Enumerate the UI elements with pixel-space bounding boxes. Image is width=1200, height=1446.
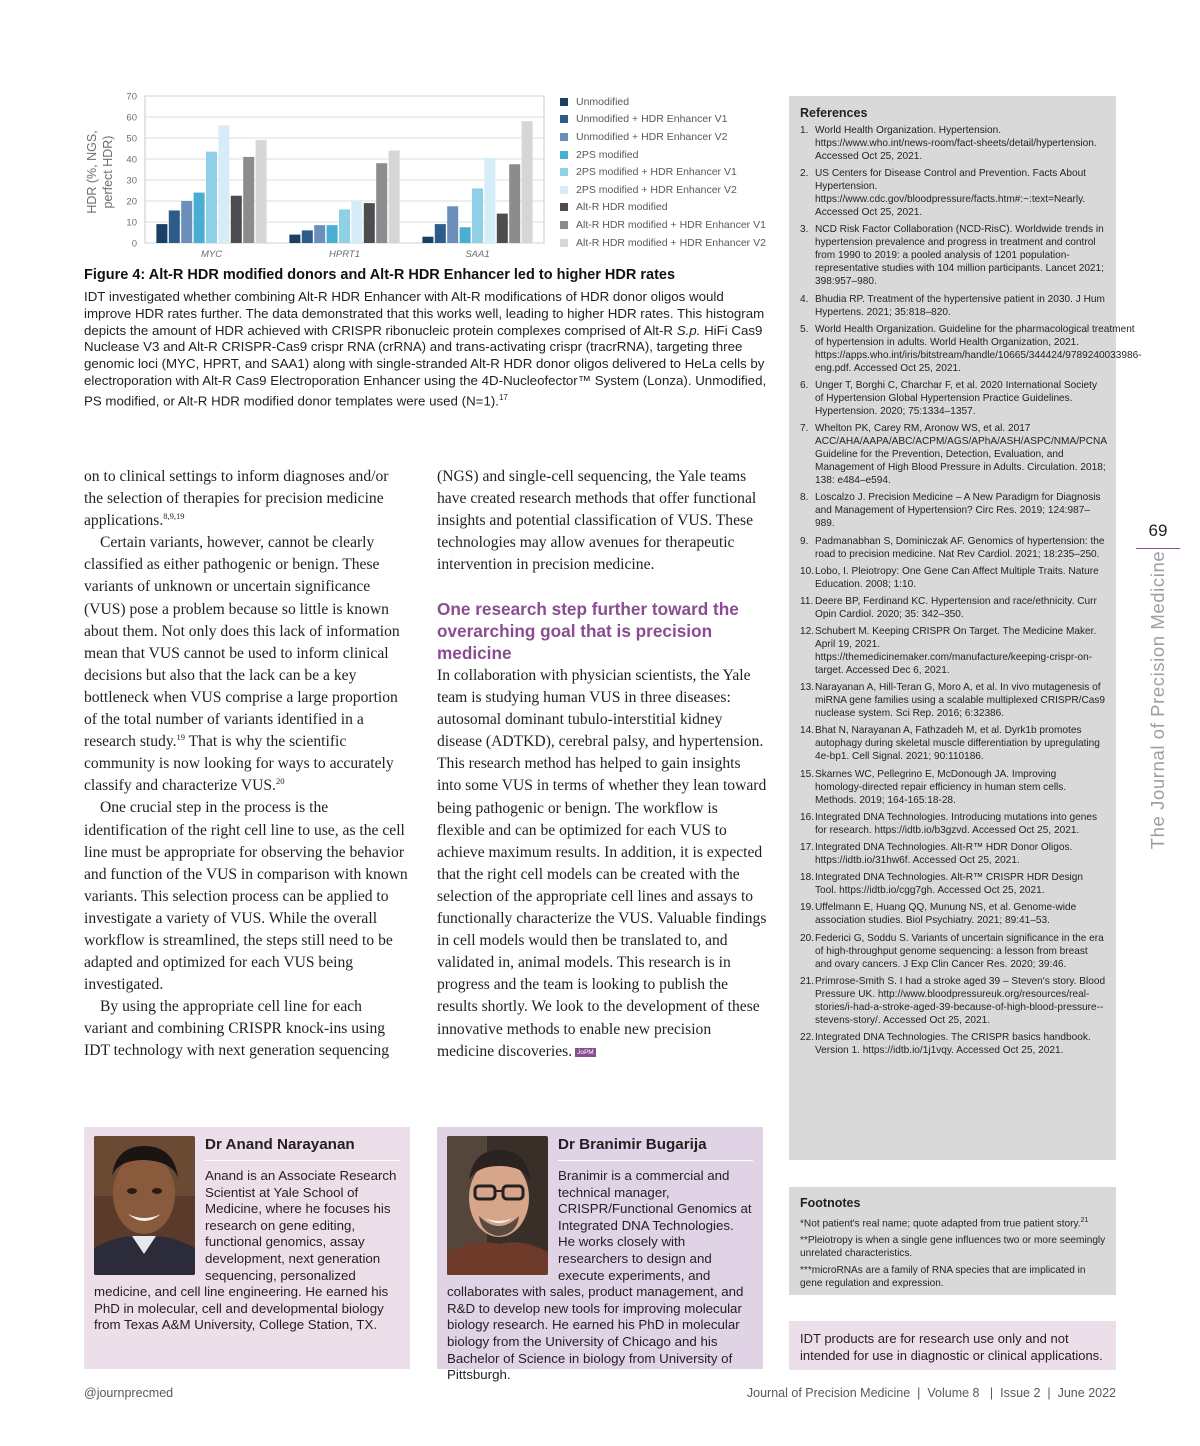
author-bio-bugarija bbox=[437, 1127, 763, 1383]
y-tick-label: 50 bbox=[126, 133, 137, 145]
reference-number: 17. bbox=[800, 842, 815, 853]
reference-item bbox=[800, 724, 1106, 763]
reference-number: 22. bbox=[800, 1031, 815, 1043]
y-tick-label: 30 bbox=[126, 175, 137, 187]
caption-reference: 17 bbox=[498, 392, 508, 402]
bar bbox=[422, 237, 433, 243]
reference-number: 4. bbox=[800, 293, 809, 305]
reference-text: Loscalzo J. Precision Medicine – A New Paradigm for Diagnosis and Management of Hypertension? Circ Res. 2019; 124:987–989. bbox=[815, 492, 1101, 530]
caption-text-2: HiFi Cas9 Nuclease V3 and Alt-R CRISPR-Cas9 crispr RNA (crRNA) and trans-activating crispr (tracrRNA), targeting three genomic loci (MYC, HPRT, and SAA1) along with single-stranded Alt-R HDR donor oligos delivered to HeLa cells by electroporation with Alt-R Cas9 Electroporation Enhancer using the 4D-Nucleofector™ System (Lonza). Unmodified, PS modified, or Alt-R HDR modified donor templates were used (N=1). bbox=[84, 322, 767, 409]
y-tick-label: 40 bbox=[126, 154, 137, 166]
paragraph-text: on to clinical settings to inform diagnoses and/or the selection of therapies for precision medicine applications. bbox=[84, 468, 389, 530]
bar bbox=[497, 214, 508, 243]
author-bio-narayanan bbox=[84, 1127, 410, 1369]
reference-number: 21. bbox=[800, 975, 815, 987]
bar bbox=[389, 151, 400, 243]
references-title: References bbox=[800, 106, 868, 120]
bar bbox=[376, 163, 387, 243]
bar bbox=[302, 230, 313, 243]
reference-text: Primrose-Smith S. I had a stroke aged 39 – Steven's story. Blood Pressure UK. http://www.bloodpressureuk.org/resources/real-stories/i-had-a-stroke-aged-39-because-of-high-blood-pressure--stevens-story/. Accessed Oct 25, 2021. bbox=[815, 975, 1106, 1026]
legend-item bbox=[560, 93, 780, 111]
reference-number: 13. bbox=[800, 682, 815, 694]
reference-text: Integrated DNA Technologies. Alt-R™ CRISPR HDR Design Tool. https://idtb.io/cgg7gh. Accessed Oct 25, 2021. bbox=[815, 872, 1083, 897]
legend-item bbox=[560, 234, 780, 252]
bar-chart bbox=[80, 86, 560, 264]
reference-item bbox=[800, 1031, 1106, 1057]
page-number: 69 bbox=[1148, 521, 1168, 540]
paragraph-text: In collaboration with physician scientists, the Yale team is studying human VUS in three diseases: autosomal dominant tubulo-interstitial kidney disease (ADTKD), cerebral palsy, and hypertension. This research method has helped to gain insights into some VUS in terms of whether they lean toward being pathogenic or benign. The workflow is flexible and can be optimized for each VUS to achieve maximum results. In addition, it is expected that the right cell models can be created with the selection of the appropriate cell lines and assays to functionally characterize the VUS. Valuable findings in cell models would then be translated to, and validated in, animal models. This research is in progress and the team is looking to publish the results shortly. We look to the development of these innovative methods to enable new precision medicine discoveries. bbox=[437, 667, 767, 1060]
footnote-text: *Not patient's real name; quote adapted from true patient story. bbox=[800, 1218, 1081, 1230]
reference-text: Skarnes WC, Pellegrino E, McDonough JA. Improving homology-directed repair efficiency in human stem cells. Methods. 2019; 164-165:18-28. bbox=[815, 768, 1067, 806]
bar bbox=[460, 227, 471, 243]
bar bbox=[206, 152, 217, 243]
footnote: **Pleiotropy is when a single gene influences two or more seemingly unrelated characteristics. bbox=[800, 1235, 1106, 1260]
citation: 21 bbox=[1080, 1217, 1089, 1224]
reference-item bbox=[800, 811, 1106, 837]
reference-number: 8. bbox=[800, 492, 809, 504]
bar bbox=[289, 235, 300, 243]
reference-text: Integrated DNA Technologies. Alt-R™ HDR Donor Oligos. https://idtb.io/31hw6f. Accessed Oct 25, 2021. bbox=[815, 842, 1073, 866]
reference-item bbox=[800, 871, 1106, 897]
reference-text: Padmanabhan S, Dominiczak AF. Genomics of hypertension: the road to precision medicine. Nat Rev Cardiol. 2021; 18:235–250. bbox=[815, 535, 1105, 560]
legend-swatch bbox=[560, 203, 568, 211]
reference-item bbox=[800, 167, 1106, 219]
reference-item bbox=[800, 323, 1142, 375]
bar bbox=[484, 158, 495, 243]
paragraph: By using the appropriate cell line for each variant and combining CRISPR knock-ins using IDT technology with next generation sequencing bbox=[84, 998, 390, 1060]
reference-number: 14. bbox=[800, 725, 815, 737]
reference-number: 16. bbox=[800, 811, 815, 823]
reference-item bbox=[800, 681, 1106, 720]
reference-item bbox=[800, 932, 1106, 971]
journal-name-vertical: The Journal of Precision Medicine bbox=[1147, 550, 1168, 850]
chart-legend bbox=[560, 93, 780, 251]
reference-number: 19. bbox=[800, 902, 815, 914]
bar bbox=[509, 164, 520, 243]
y-tick-label: 60 bbox=[126, 112, 137, 124]
bar bbox=[218, 125, 229, 243]
y-axis-label: perfect HDR) bbox=[101, 135, 115, 209]
bar bbox=[364, 203, 375, 243]
reference-text: NCD Risk Factor Collaboration (NCD-RisC). Worldwide trends in hypertension prevalence and progress in treatment and control from 1990 to 2019: a pooled analysis of 1201 population-representative studies with 104 million participants. Lancet 2021; 398:957–980. bbox=[815, 224, 1104, 288]
reference-number: 15. bbox=[800, 768, 815, 780]
section-heading: One research step further toward the overarching goal that is precision medicine bbox=[437, 599, 739, 663]
bar bbox=[156, 224, 167, 243]
reference-item bbox=[800, 625, 1106, 677]
author-name: Dr Branimir Bugarija bbox=[558, 1136, 753, 1161]
figure-caption-title: Figure 4: Alt-R HDR modified donors and Alt-R HDR Enhancer led to higher HDR rates bbox=[84, 267, 676, 283]
legend-label: 2PS modified bbox=[576, 148, 639, 161]
reference-text: Integrated DNA Technologies. The CRISPR basics handbook. Version 1. https://idtb.io/1j1vqy. Accessed Oct 25, 2021. bbox=[815, 1031, 1091, 1056]
reference-number: 6. bbox=[800, 379, 809, 391]
article-column-right-top bbox=[437, 466, 765, 576]
legend-swatch bbox=[560, 168, 568, 176]
y-tick-label: 10 bbox=[126, 217, 137, 229]
reference-item bbox=[800, 491, 1106, 530]
footnote: ***microRNAs are a family of RNA species that are implicated in gene regulation and expression. bbox=[800, 1265, 1086, 1290]
bar bbox=[522, 121, 533, 243]
legend-item bbox=[560, 181, 780, 199]
page-number-rule bbox=[1136, 548, 1180, 549]
reference-text: Whelton PK, Carey RM, Aronow WS, et al. 2017 ACC/AHA/AAPA/ABC/ACPM/AGS/APhA/ASH/ASPC/NMA/PCNA Guideline for the Prevention, Detection, Evaluation, and Management of High Blood Pressure in Adults. Circulation. 2018; 138: e484–e594. bbox=[815, 423, 1107, 487]
footer-date: June 2022 bbox=[1057, 1386, 1116, 1400]
reference-text: Bhudia RP. Treatment of the hypertensive patient in 2030. J Hum Hypertens. 2021; 35:818–820. bbox=[815, 293, 1105, 318]
author-bio-text: Branimir is a commercial and technical manager, CRISPR/Functional Genomics at Integrated DNA Technologies. He works closely with researchers to design and execute experiments, and collaborates with sales, product management, and R&D to develop new tools for improving molecular biology research. He earned his PhD in molecular biology from the University of Chicago and his Bachelor of Science in biology from University of Pittsburgh. bbox=[447, 1168, 752, 1383]
legend-item bbox=[560, 128, 780, 146]
legend-swatch bbox=[560, 239, 568, 247]
footer-separator: | bbox=[982, 1386, 997, 1400]
y-tick-label: 0 bbox=[131, 238, 137, 250]
reference-item bbox=[800, 422, 1106, 487]
reference-number: 5. bbox=[800, 323, 809, 335]
end-of-article-badge: JoPM bbox=[577, 1048, 594, 1056]
reference-item bbox=[800, 293, 1106, 319]
reference-text: Schubert M. Keeping CRISPR On Target. The Medicine Maker. April 19, 2021. https://themedicinemaker.com/manufacture/keeping-crispr-on-target. Accessed Dec 6, 2021. bbox=[815, 626, 1097, 677]
y-tick-label: 20 bbox=[126, 196, 137, 208]
legend-item bbox=[560, 216, 780, 234]
reference-number: 11. bbox=[800, 595, 814, 607]
bar bbox=[447, 206, 458, 243]
legend-item bbox=[560, 163, 780, 181]
references-panel bbox=[789, 96, 1142, 1160]
article-column-right-bottom bbox=[437, 665, 767, 1063]
legend-label: Unmodified bbox=[576, 95, 630, 108]
caption-text-1: IDT investigated whether combining Alt-R HDR Enhancer with Alt-R modifications of HDR donor oligos would improve HDR rates further. The data demonstrated that this works well, leading to higher HDR rates. This histogram depicts the amount of HDR achieved with CRISPR ribonucleic protein complexes comprised of Alt-R bbox=[84, 289, 765, 338]
reference-number: 10. bbox=[800, 565, 815, 577]
citation: 8,9,19 bbox=[163, 511, 185, 521]
reference-item bbox=[800, 565, 1106, 591]
bar bbox=[435, 224, 446, 243]
paragraph bbox=[84, 466, 408, 532]
reference-number: 1. bbox=[800, 125, 809, 136]
legend-label: Alt-R HDR modified bbox=[576, 201, 668, 214]
figure-caption-body bbox=[84, 289, 774, 410]
legend-swatch bbox=[560, 186, 568, 194]
reference-text: Uffelmann E, Huang QQ, Munung NS, et al. Genome-wide association studies. Biol Psychiatry. 2021; 89:41–53. bbox=[815, 902, 1077, 927]
author-name: Dr Anand Narayanan bbox=[205, 1136, 400, 1161]
legend-label: Unmodified + HDR Enhancer V2 bbox=[576, 130, 728, 143]
reference-item bbox=[800, 124, 1106, 163]
bar bbox=[472, 188, 483, 243]
reference-item bbox=[800, 595, 1106, 621]
reference-text: Unger T, Borghi C, Charchar F, et al. 2020 International Society of Hypertension Global Hypertension Practice Guidelines. Hypertension. 2020; 75:1334–1357. bbox=[815, 379, 1098, 417]
reference-number: 3. bbox=[800, 224, 809, 236]
y-tick-label: 70 bbox=[126, 91, 137, 103]
reference-number: 7. bbox=[800, 423, 809, 435]
reference-item bbox=[800, 535, 1106, 561]
reference-item bbox=[800, 768, 1106, 807]
x-category-label: MYC bbox=[200, 249, 223, 260]
paragraph bbox=[84, 532, 408, 797]
x-category-label: HPRT1 bbox=[329, 249, 360, 260]
footer-journal-info bbox=[747, 1386, 1116, 1400]
reference-number: 12. bbox=[800, 626, 815, 638]
paragraph: One crucial step in the process is the identification of the right cell line to use, as the cell line must be appropriate for observing the behavior and function of the VUS in comparison with known variants. This selection process can be applied to investigate a variety of VUS. While the overall workflow is streamlined, the steps still need to be adapted and optimized for each VUS being investigated. bbox=[84, 799, 408, 994]
footer-issue: Issue 2 bbox=[1000, 1386, 1041, 1400]
bar bbox=[339, 209, 350, 243]
legend-label: Unmodified + HDR Enhancer V1 bbox=[576, 113, 728, 126]
reference-text: Bhat N, Narayanan A, Fathzadeh M, et al. Dyrk1b promotes autophagy during skeletal muscle differentiation by upregulating 4e-bp1. Cell Signal. 2021; 90:110186. bbox=[815, 725, 1100, 763]
reference-item bbox=[800, 223, 1106, 288]
research-use-note: IDT products are for research use only and not intended for use in diagnostic or clinical applications. bbox=[789, 1321, 1116, 1370]
reference-item bbox=[800, 901, 1106, 927]
legend-item bbox=[560, 111, 780, 129]
paragraph-text: That is why the scientific community is now looking for ways to accurately classify and characterize VUS. bbox=[84, 733, 394, 795]
paragraph: (NGS) and single-cell sequencing, the Yale teams have created research methods that offer functional insights and potential classification of VUS. These technologies may allow avenues for therapeutic intervention in precision medicine. bbox=[437, 468, 757, 574]
footnote bbox=[800, 1214, 1106, 1230]
author-photo bbox=[94, 1136, 195, 1275]
reference-text: Narayanan A, Hill-Teran G, Moro A, et al. In vivo mutagenesis of miRNA gene families using a scalable multiplexed CRISPR/Cas9 nuclease system. Sci Rep. 2016; 6:32386. bbox=[815, 682, 1106, 720]
paragraph-text: Certain variants, however, cannot be clearly classified as either pathogenic or benign. These variants of unknown or uncertain significance (VUS) pose a problem because so little is known about them. Not only does this lack of information mean that VUS cannot be used to inform clinical decisions but also that the lack can be a key bottleneck when VUS comprise a large proportion of the total number of variants identified in a research study. bbox=[84, 534, 400, 751]
legend-item bbox=[560, 146, 780, 164]
legend-swatch bbox=[560, 98, 568, 106]
reference-number: 2. bbox=[800, 168, 809, 180]
legend-swatch bbox=[560, 151, 568, 159]
reference-item bbox=[800, 841, 1106, 867]
reference-item bbox=[800, 379, 1106, 418]
footnotes-panel bbox=[789, 1187, 1116, 1295]
reference-text: Deere BP, Ferdinand KC. Hypertension and race/ethnicity. Curr Opin Cardiol. 2020; 35: 342–350. bbox=[815, 595, 1097, 620]
footer-social-handle: @journprecmed bbox=[84, 1386, 174, 1400]
footer-volume: Volume 8 bbox=[927, 1386, 980, 1400]
bar bbox=[243, 157, 254, 243]
article-column-left bbox=[84, 466, 408, 1063]
legend-swatch bbox=[560, 221, 568, 229]
legend-label: Alt-R HDR modified + HDR Enhancer V2 bbox=[576, 236, 766, 249]
reference-item bbox=[800, 975, 1106, 1027]
bar bbox=[327, 225, 338, 243]
reference-text: World Health Organization. Hypertension. https://www.who.int/news-room/fact-sheets/detail/hypertension. Accessed Oct 25, 2021. bbox=[815, 125, 1097, 162]
reference-text: Integrated DNA Technologies. Introducing mutations into genes for research. https://idtb.io/b3gzvd. Accessed Oct 25, 2021. bbox=[815, 811, 1098, 836]
reference-number: 20. bbox=[800, 932, 815, 944]
legend-label: Alt-R HDR modified + HDR Enhancer V1 bbox=[576, 218, 766, 231]
reference-text: Federici G, Soddu S. Variants of uncertain significance in the era of high-throughput genome sequencing: a lesson from breast and ovary cancers. J Exp Clin Cancer Res. 2020; 39:46. bbox=[815, 932, 1104, 970]
citation: 20 bbox=[275, 776, 285, 787]
paragraph bbox=[437, 665, 767, 1063]
y-axis-label: HDR (%, NGS, bbox=[85, 130, 99, 214]
citation: 19 bbox=[176, 731, 186, 742]
bar bbox=[314, 225, 325, 243]
bar bbox=[231, 196, 242, 243]
footer-separator: | bbox=[913, 1386, 924, 1400]
bar bbox=[194, 193, 205, 243]
footer-journal: Journal of Precision Medicine bbox=[746, 1386, 911, 1400]
reference-text: World Health Organization. Guideline for the pharmacological treatment of hypertension in adults. World Health Organization, 2021. https://apps.who.int/iris/bitstream/handle/10665/344424/9789240033986-eng.pdf. Accessed Oct 25, 2021. bbox=[815, 323, 1142, 374]
legend-item bbox=[560, 199, 780, 217]
reference-number: 18. bbox=[800, 872, 815, 884]
bar bbox=[181, 201, 192, 243]
x-category-label: SAA1 bbox=[465, 249, 490, 260]
references-list bbox=[800, 124, 1142, 1057]
author-photo bbox=[447, 1136, 548, 1275]
legend-label: 2PS modified + HDR Enhancer V1 bbox=[576, 166, 737, 179]
legend-swatch bbox=[560, 133, 568, 141]
bar bbox=[256, 140, 267, 243]
reference-text: Lobo, I. Pleiotropy: One Gene Can Affect Multiple Traits. Nature Education. 2008; 1:10. bbox=[815, 565, 1099, 590]
bar bbox=[351, 201, 362, 243]
footnotes-title: Footnotes bbox=[800, 1196, 861, 1210]
author-bio-text: Anand is an Associate Research Scientist at Yale School of Medicine, where he focuses his research on gene editing, functional genomics, assay development, next generation sequencing, personalized medicine, and cell line engineering. He earned his PhD in molecular, cell and developmental biology from Texas A&M University, College Station, TX. bbox=[94, 1168, 397, 1333]
footer-separator: | bbox=[1043, 1386, 1055, 1400]
legend-swatch bbox=[560, 115, 568, 123]
reference-number: 9. bbox=[800, 535, 809, 547]
reference-text: US Centers for Disease Control and Prevention. Facts About Hypertension. https://www.cdc.gov/bloodpressure/facts.htm#:~:text=Nearly. Accessed Oct 25, 2021. bbox=[815, 168, 1086, 219]
legend-label: 2PS modified + HDR Enhancer V2 bbox=[576, 183, 737, 196]
bar bbox=[169, 210, 180, 243]
caption-text-italic: S.p. bbox=[676, 322, 701, 338]
